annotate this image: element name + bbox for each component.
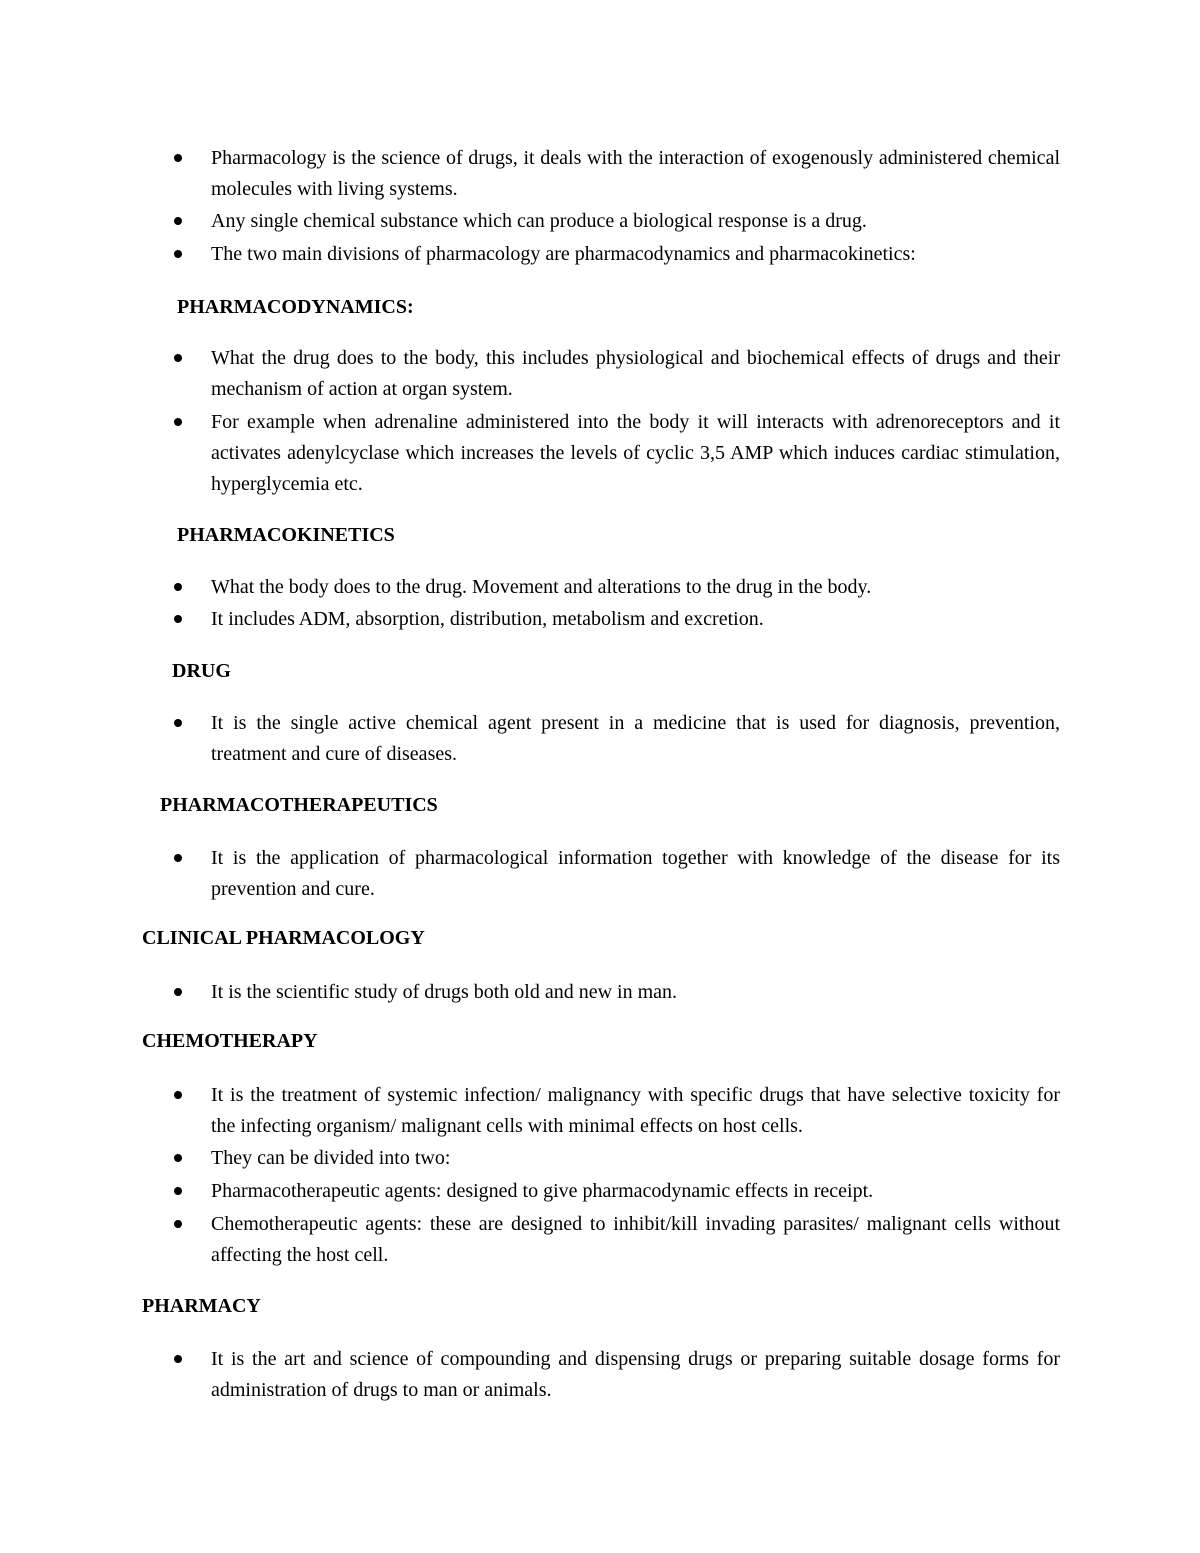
pharmacotherapeutics-item-1 (174, 843, 1060, 905)
bullet-icon (174, 1154, 182, 1162)
chemotherapy-item-4-text: Chemotherapeutic agents: these are designed to inhibit/kill invading parasites/ malignant cells without affecting the host cell. (211, 1213, 1060, 1266)
drug-item-1 (174, 708, 1060, 770)
bullet-icon (174, 1220, 182, 1228)
chemotherapy-item-2-text: They can be divided into two: (211, 1147, 451, 1169)
bullet-icon (174, 719, 182, 727)
bullet-icon (174, 250, 182, 258)
intro-item-2 (174, 206, 1060, 237)
pharmacodynamics-item-2 (174, 407, 1060, 500)
pharmacodynamics-item-1-text: What the drug does to the body, this includes physiological and biochemical effects of drugs and their mechanism of action at organ system. (211, 347, 1060, 400)
chemotherapy-item-4 (174, 1209, 1060, 1271)
pharmacokinetics-item-2-text: It includes ADM, absorption, distribution, metabolism and excretion. (211, 608, 764, 630)
pharmacy-item-1-text: It is the art and science of compounding and dispensing drugs or preparing suitable dosage forms for administration of drugs to man or animals. (211, 1348, 1060, 1401)
chemotherapy-item-2 (174, 1143, 1060, 1174)
drug-item-1-text: It is the single active chemical agent present in a medicine that is used for diagnosis, prevention, treatment and cure of diseases. (211, 712, 1060, 765)
pharmacokinetics-item-1-text: What the body does to the drug. Movement and alterations to the drug in the body. (211, 576, 872, 598)
chemotherapy-item-1 (174, 1080, 1060, 1142)
chemotherapy-heading: CHEMOTHERAPY (142, 1030, 318, 1052)
pharmacokinetics-item-1 (174, 572, 1060, 603)
bullet-icon (174, 615, 182, 623)
bullet-icon (174, 154, 182, 162)
clinical-pharmacology-item-1 (174, 977, 1060, 1008)
pharmacodynamics-item-2-text: For example when adrenaline administered into the body it will interacts with adrenoreceptors and it activates adenylcyclase which increases the levels of cyclic 3,5 AMP which induces cardiac stimulation, hyperglycemia etc. (211, 411, 1060, 495)
pharmacodynamics-heading: PHARMACODYNAMICS: (177, 296, 414, 318)
intro-item-3-text: The two main divisions of pharmacology are pharmacodynamics and pharmacokinetics: (211, 243, 916, 265)
bullet-icon (174, 988, 182, 996)
pharmacotherapeutics-item-1-text: It is the application of pharmacological information together with knowledge of the disease for its prevention and cure. (211, 847, 1060, 900)
drug-heading: DRUG (172, 660, 231, 682)
bullet-icon (174, 1187, 182, 1195)
intro-item-1-text: Pharmacology is the science of drugs, it deals with the interaction of exogenously administered chemical molecules with living systems. (211, 147, 1060, 200)
pharmacodynamics-item-1 (174, 343, 1060, 405)
intro-item-1 (174, 143, 1060, 205)
chemotherapy-item-3 (174, 1176, 1060, 1207)
clinical-pharmacology-heading: CLINICAL PHARMACOLOGY (142, 927, 425, 949)
pharmacy-heading: PHARMACY (142, 1295, 261, 1317)
bullet-icon (174, 854, 182, 862)
pharmacokinetics-heading: PHARMACOKINETICS (177, 524, 395, 546)
chemotherapy-item-3-text: Pharmacotherapeutic agents: designed to give pharmacodynamic effects in receipt. (211, 1180, 874, 1202)
bullet-icon (174, 354, 182, 362)
clinical-pharmacology-item-1-text: It is the scientific study of drugs both old and new in man. (211, 981, 678, 1003)
intro-item-3 (174, 239, 1060, 270)
bullet-icon (174, 418, 182, 426)
bullet-icon (174, 583, 182, 591)
pharmacy-item-1 (174, 1344, 1060, 1406)
bullet-icon (174, 1091, 182, 1099)
intro-item-2-text: Any single chemical substance which can produce a biological response is a drug. (211, 210, 867, 232)
pharmacokinetics-item-2 (174, 604, 1060, 635)
pharmacotherapeutics-heading: PHARMACOTHERAPEUTICS (160, 794, 438, 816)
chemotherapy-item-1-text: It is the treatment of systemic infection/ malignancy with specific drugs that have selective toxicity for the infecting organism/ malignant cells with minimal effects on host cells. (211, 1084, 1060, 1137)
bullet-icon (174, 1355, 182, 1363)
bullet-icon (174, 217, 182, 225)
